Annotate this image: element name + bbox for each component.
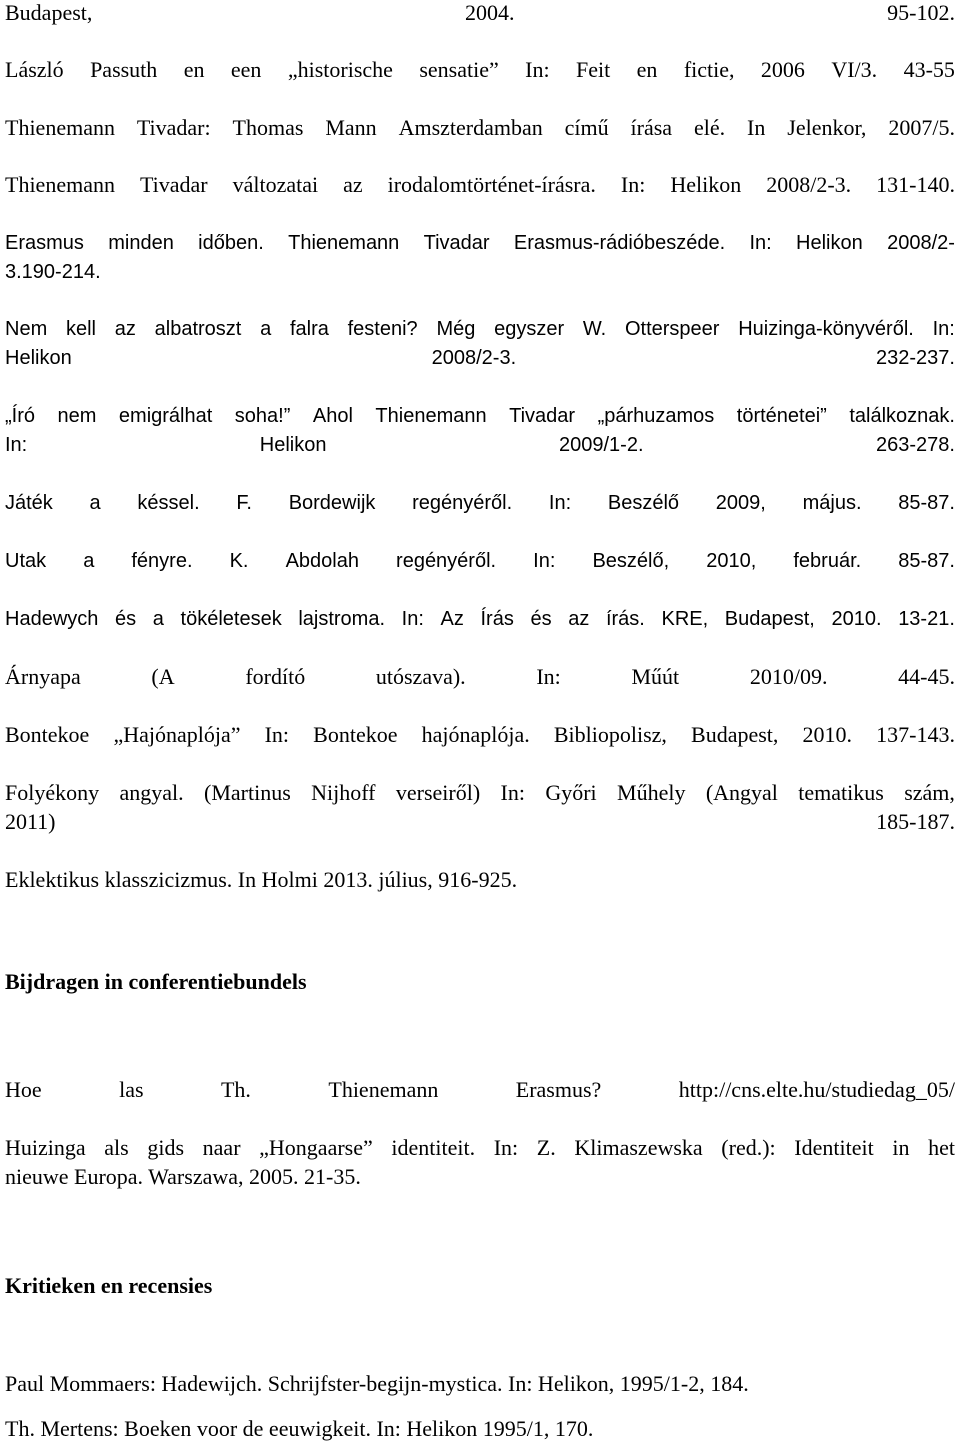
word: Huizinga — [5, 1135, 86, 1160]
word: Nem — [5, 318, 48, 340]
word: Thomas — [232, 115, 304, 140]
word: Nijhoff — [311, 780, 376, 805]
word: Jelenkor, — [787, 115, 867, 140]
word: Műhely — [617, 780, 686, 805]
word: In: — [264, 722, 290, 747]
entry-line — [5, 171, 955, 199]
word: 137-143. — [876, 722, 955, 747]
word: In: — [932, 318, 955, 340]
word: falra — [289, 318, 329, 340]
entry-line — [5, 229, 955, 257]
word: történetei” — [736, 405, 827, 427]
word: 44-45. — [898, 664, 955, 689]
word: Bontekoe — [5, 722, 90, 747]
word: Tivadar — [139, 172, 208, 197]
word: február. — [793, 550, 862, 572]
word: „Író — [5, 405, 35, 427]
word: 2008/2-3. — [766, 172, 852, 197]
word: „historische — [287, 57, 393, 82]
word: Mann — [325, 115, 377, 140]
word: Feit — [576, 57, 611, 82]
word: és — [530, 608, 552, 630]
word: Passuth — [90, 57, 158, 82]
word: 185-187. — [876, 809, 955, 834]
word: egyszer — [494, 318, 565, 340]
word: tökéletesek — [180, 608, 282, 630]
word: Thienemann — [5, 172, 115, 197]
entry-line: 3.190-214. — [5, 261, 101, 283]
word: KRE, — [661, 608, 709, 630]
word: gids — [147, 1135, 185, 1160]
word: Folyékony — [5, 780, 100, 805]
word: írás. — [605, 608, 645, 630]
word: „Hongaarse” — [259, 1135, 373, 1160]
word: regényéről. — [412, 492, 513, 514]
entry-line — [5, 1134, 955, 1162]
word: 43-55 — [903, 57, 955, 82]
word: Abdolah — [285, 550, 359, 572]
word: (A — [151, 664, 175, 689]
word: szám, — [904, 780, 955, 805]
word: (Angyal — [705, 780, 778, 805]
word: angyal. — [119, 780, 184, 805]
word: és — [115, 608, 137, 630]
word: 2009/1-2. — [558, 434, 644, 456]
word: emigrálhat — [118, 405, 213, 427]
word: In: — [533, 550, 556, 572]
word: Amszterdamban — [398, 115, 543, 140]
word: (red.): — [721, 1135, 776, 1160]
word: 2008/2- — [887, 232, 955, 254]
word: Thienemann — [328, 1077, 439, 1102]
word: Bibliopolisz, — [553, 722, 667, 747]
entry-line — [5, 489, 955, 517]
word: In: — [749, 232, 772, 254]
word: sensatie” — [419, 57, 499, 82]
word: fictie, — [683, 57, 735, 82]
word: K. — [229, 550, 249, 572]
word: irodalomtörténet-írásra. — [387, 172, 596, 197]
entry-line — [5, 0, 955, 27]
entry-line — [5, 344, 955, 372]
word: Írás — [480, 608, 514, 630]
word: 2011) — [5, 809, 56, 834]
word: a — [260, 318, 272, 340]
word: (Martinus — [204, 780, 291, 805]
word: Utak — [5, 550, 47, 572]
word: Budapest, — [724, 608, 815, 630]
word: In: — [493, 1135, 519, 1160]
section-heading: Kritieken en recensies — [5, 1273, 213, 1298]
word: írása — [630, 115, 673, 140]
word: naar — [202, 1135, 241, 1160]
word: 2007/5. — [888, 115, 955, 140]
entry-line — [5, 315, 955, 343]
word: 2008/2-3. — [431, 347, 517, 369]
word: az — [568, 608, 590, 630]
word: een — [230, 57, 262, 82]
word: Játék — [5, 492, 53, 514]
entry-line — [5, 56, 955, 84]
word: Tivadar — [423, 232, 490, 254]
word: 2010, — [706, 550, 757, 572]
word: 2009, — [715, 492, 766, 514]
word: a — [89, 492, 101, 514]
word: Ahol — [312, 405, 353, 427]
word: kell — [65, 318, 96, 340]
word: Hadewych — [5, 608, 99, 630]
word: In: — [536, 664, 561, 689]
entry-line — [5, 808, 955, 836]
word: „párhuzamos — [597, 405, 715, 427]
word: Budapest, — [5, 0, 93, 25]
word: In: — [620, 172, 646, 197]
entry-line — [5, 605, 955, 633]
word: in — [892, 1135, 910, 1160]
entry-line — [5, 779, 955, 807]
entry-line — [5, 431, 955, 459]
word: regényéről. — [396, 550, 497, 572]
word: Beszélő — [607, 492, 680, 514]
word: Helikon — [5, 347, 72, 369]
word: http://cns.elte.hu/studiedag_05/ — [678, 1077, 955, 1102]
word: fordító — [245, 664, 306, 689]
word: soha!” — [234, 405, 291, 427]
word: 2006 — [760, 57, 805, 82]
word: 131-140. — [876, 172, 955, 197]
word: Z. — [536, 1135, 556, 1160]
word: Még — [436, 318, 476, 340]
word: het — [928, 1135, 955, 1160]
word: verseiről) — [395, 780, 481, 805]
word: találkoznak. — [849, 405, 955, 427]
entry-line — [5, 663, 955, 691]
word: las — [119, 1077, 144, 1102]
word: 2004. — [465, 0, 515, 25]
entry-line — [5, 547, 955, 575]
word: Identiteit — [794, 1135, 874, 1160]
word: In: — [548, 492, 572, 514]
word: W. — [582, 318, 607, 340]
word: 2010. — [802, 722, 853, 747]
word: 232-237. — [876, 347, 955, 369]
word: a — [152, 608, 164, 630]
word: als — [104, 1135, 129, 1160]
word: 95-102. — [887, 0, 955, 25]
word: a — [83, 550, 95, 572]
word: László — [5, 57, 64, 82]
word: Klimaszewska — [574, 1135, 703, 1160]
word: festeni? — [347, 318, 418, 340]
word: Hoe — [5, 1077, 42, 1102]
word: késsel. — [137, 492, 200, 514]
word: en — [183, 57, 205, 82]
word: utószava). — [375, 664, 466, 689]
word: Bontekoe — [313, 722, 398, 747]
word: Erasmus — [5, 232, 84, 254]
word: Th. — [220, 1077, 251, 1102]
word: Thienemann — [375, 405, 487, 427]
word: In: — [401, 608, 424, 630]
entry-line — [5, 721, 955, 749]
word: lajstroma. — [298, 608, 386, 630]
word: Huizinga-könyvéről. — [738, 318, 914, 340]
word: albatroszt — [154, 318, 242, 340]
word: Tivadar — [509, 405, 576, 427]
word: tematikus — [798, 780, 884, 805]
word: en — [636, 57, 658, 82]
word: Győri — [545, 780, 597, 805]
word: Otterspeer — [624, 318, 720, 340]
word: Erasmus-rádióbeszéde. — [513, 232, 726, 254]
word: elé. — [693, 115, 726, 140]
entry-line — [5, 114, 955, 142]
entry-line — [5, 1076, 955, 1104]
word: Thienemann — [5, 115, 115, 140]
word: Erasmus? — [515, 1077, 602, 1102]
word: In: — [525, 57, 550, 82]
word: május. — [802, 492, 862, 514]
word: Bordewijk — [288, 492, 376, 514]
word: Thienemann — [288, 232, 400, 254]
word: című — [564, 115, 609, 140]
word: 85-87. — [898, 492, 955, 514]
entry-line — [5, 402, 955, 430]
word: Helikon — [259, 434, 327, 456]
word: Műút — [631, 664, 680, 689]
entry-line: Eklektikus klasszicizmus. In Holmi 2013. július, 916-925. — [5, 867, 518, 892]
word: 13-21. — [898, 608, 955, 630]
word: minden — [108, 232, 174, 254]
word: Budapest, — [691, 722, 779, 747]
entry-line: Th. Mertens: Boeken voor de eeuwigkeit. In: Helikon 1995/1, 170. — [5, 1416, 594, 1441]
word: Beszélő, — [592, 550, 670, 572]
word: Tivadar: — [136, 115, 211, 140]
entry-line: Paul Mommaers: Hadewijch. Schrijfster-begijn-mystica. In: Helikon, 1995/1-2, 184. — [5, 1371, 749, 1396]
word: In: — [500, 780, 525, 805]
word: In — [747, 115, 766, 140]
word: 263-278. — [876, 434, 955, 456]
word: In: — [5, 434, 28, 456]
word: 2010/09. — [749, 664, 828, 689]
word: hajónaplója. — [421, 722, 530, 747]
word: időben. — [198, 232, 264, 254]
word: fényre. — [131, 550, 193, 572]
word: az — [114, 318, 136, 340]
section-heading: Bijdragen in conferentiebundels — [5, 969, 307, 994]
word: identiteit. — [391, 1135, 476, 1160]
word: F. — [236, 492, 252, 514]
word: 2010. — [831, 608, 882, 630]
word: Az — [440, 608, 464, 630]
word: VI/3. — [831, 57, 878, 82]
word: 85-87. — [898, 550, 955, 572]
word: Árnyapa — [5, 664, 81, 689]
word: Helikon — [796, 232, 863, 254]
word: változatai — [232, 172, 319, 197]
word: Helikon — [670, 172, 742, 197]
entry-line: nieuwe Europa. Warszawa, 2005. 21-35. — [5, 1164, 361, 1189]
word: nem — [57, 405, 97, 427]
word: az — [343, 172, 363, 197]
word: „Hajónaplója” — [113, 722, 241, 747]
